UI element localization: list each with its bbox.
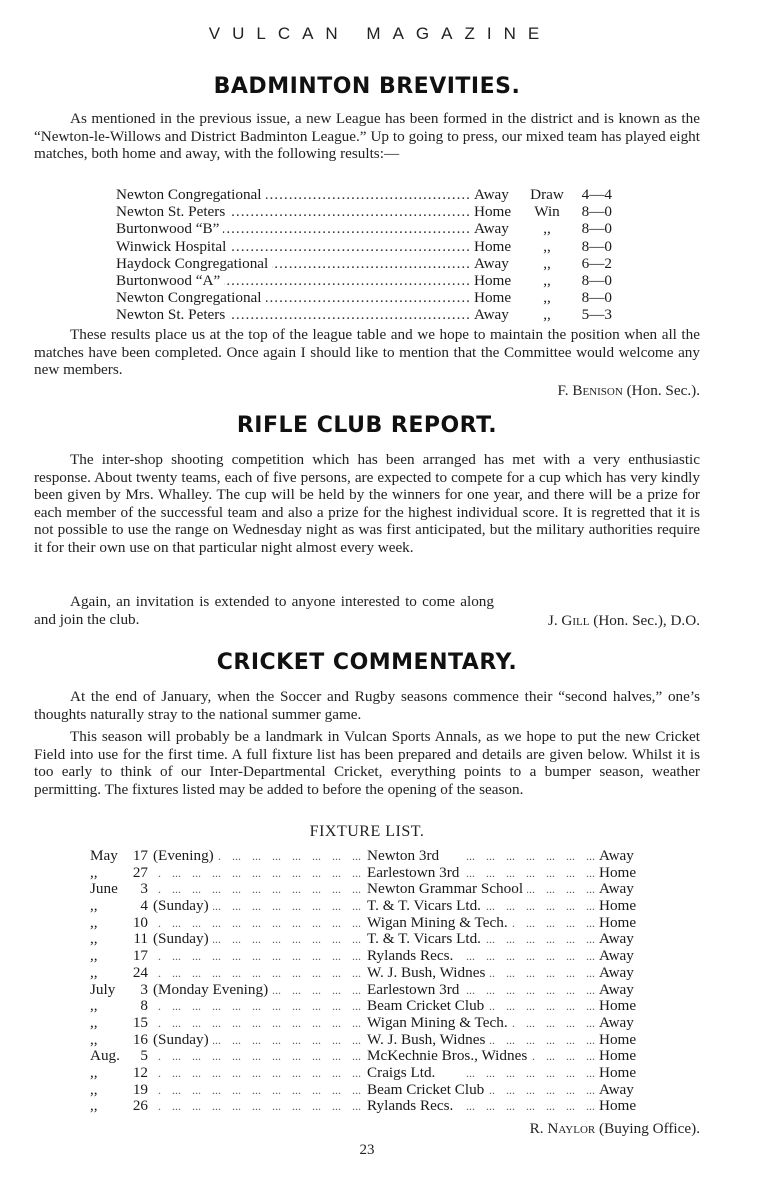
badminton-results-table (116, 186, 636, 324)
fixture-opponent: W. J. Bush, Widnes ... (367, 1032, 599, 1049)
fixture-note (153, 965, 367, 982)
result-row (116, 306, 636, 323)
fixture-month: ,, (90, 1030, 98, 1048)
fixture-day: 26 (132, 1097, 148, 1115)
result-row (116, 186, 636, 203)
fixture-day: 19 (132, 1080, 148, 1098)
fixture-month: ,, (90, 947, 98, 965)
fixture-venue: Home (599, 1097, 637, 1115)
fixture-venue: Away (599, 930, 634, 948)
fixture-opponent: Craigs Ltd. ... (367, 1065, 599, 1082)
fixture-opponent: Newton 3rd ... (367, 848, 599, 865)
fixture-opponent: Rylands Recs. ... (367, 948, 599, 965)
fixture-day: 8 (140, 997, 148, 1015)
fixture-venue: Home (599, 863, 637, 881)
fixture-day: 3 (140, 980, 148, 998)
fixture-note (153, 1098, 367, 1115)
result-team: Winwick Hospital ..... (116, 238, 474, 255)
fixture-venue: Home (599, 997, 637, 1015)
fixture-month: ,, (90, 997, 98, 1015)
fixture-day: 27 (132, 863, 148, 881)
fixture-row (90, 881, 650, 898)
result-row (116, 220, 636, 237)
fixture-row (90, 848, 650, 865)
fixture-opponent: Newton Grammar School ... (367, 881, 599, 898)
result-score: 4—4 (581, 186, 612, 203)
fixture-venue: Home (599, 1063, 637, 1081)
result-outcome: ,, (543, 254, 551, 272)
fixture-row (90, 865, 650, 882)
result-team: Newton St. Peters ..... (116, 306, 474, 323)
fixture-month: ,, (90, 1013, 98, 1031)
fixture-month: ,, (90, 1080, 98, 1098)
fixture-day: 17 (132, 947, 148, 965)
cricket-paragraph-1: At the end of January, when the Soccer and Rugby seasons commence their “second halves,” one’s thoughts naturally stray to the national summer game. (34, 688, 700, 723)
result-venue: Home (472, 203, 522, 220)
fixture-row (90, 915, 650, 932)
badminton-heading: BADMINTON BREVITIES. (213, 74, 521, 99)
fixture-day: 17 (132, 847, 148, 864)
result-outcome: ,, (543, 237, 551, 255)
fixture-venue: Away (599, 963, 634, 981)
fixture-note: (Monday Evening) ... (153, 982, 367, 999)
fixture-day: 24 (132, 963, 148, 981)
result-venue: Away (472, 306, 522, 323)
result-venue: Away (472, 255, 522, 272)
result-score: 8—0 (581, 220, 612, 238)
fixture-opponent: Wigan Mining & Tech. ... (367, 915, 599, 932)
fixture-note (153, 998, 367, 1015)
fixture-opponent: Beam Cricket Club ... (367, 1082, 599, 1099)
fixture-note (153, 1048, 367, 1065)
fixture-month: May (90, 847, 118, 864)
result-score: 8—0 (581, 237, 612, 255)
fixture-month: June (90, 880, 118, 898)
result-venue: Home (472, 289, 522, 306)
fixture-venue: Home (599, 897, 637, 915)
fixture-note: (Evening) ... (153, 848, 367, 865)
fixture-row (90, 898, 650, 915)
rifle-signature (548, 612, 700, 630)
fixture-day: 4 (140, 897, 148, 915)
fixture-row (90, 1048, 650, 1065)
fixture-opponent: T. & T. Vicars Ltd. ... (367, 931, 599, 948)
rifle-heading: RIFLE CLUB REPORT. (236, 413, 498, 438)
result-score: 8—0 (581, 289, 612, 307)
fixture-note: (Sunday) ... (153, 931, 367, 948)
masthead: VULCAN MAGAZINE (208, 24, 552, 43)
fixture-row (90, 1032, 650, 1049)
fixture-row (90, 1065, 650, 1082)
fixture-venue: Away (599, 1013, 634, 1031)
result-score: 8—0 (581, 271, 612, 289)
fixture-note (153, 881, 367, 898)
fixture-opponent: McKechnie Bros., Widnes ... (367, 1048, 599, 1065)
fixture-row (90, 998, 650, 1015)
signature-name: F. Benison (557, 382, 623, 399)
badminton-closing: These results place us at the top of the league table and we hope to maintain the position when all the matches have been completed. Once again I should like to mention that the Committee would welcome any new members. (34, 326, 700, 378)
result-outcome: Draw (530, 186, 564, 203)
fixture-month: ,, (90, 863, 98, 881)
fixture-month: ,, (90, 930, 98, 948)
result-row (116, 255, 636, 272)
signature-name: J. Gill (547, 612, 590, 629)
fixture-opponent: Earlestown 3rd ... (367, 982, 599, 999)
badminton-signature (558, 382, 700, 400)
signature-role: (Buying Office). (595, 1120, 700, 1137)
fixture-list-title: FIXTURE LIST. (309, 823, 425, 840)
result-row (116, 203, 636, 220)
fixture-day: 10 (132, 913, 148, 931)
fixture-venue: Away (599, 880, 634, 898)
fixture-venue: Home (599, 1047, 637, 1065)
fixture-month: ,, (90, 1063, 98, 1081)
result-team: Burtonwood “A” ..... (116, 272, 474, 289)
fixture-venue: Away (599, 1080, 634, 1098)
fixture-note (153, 915, 367, 932)
fixture-opponent: Earlestown 3rd ... (367, 865, 599, 882)
result-row (116, 238, 636, 255)
fixture-venue: Home (599, 913, 637, 931)
result-team: Haydock Congregational ..... (116, 255, 474, 272)
cricket-heading: CRICKET COMMENTARY. (216, 650, 518, 675)
fixture-row (90, 965, 650, 982)
fixture-list-table (90, 848, 650, 1115)
fixture-day: 16 (132, 1030, 148, 1048)
page-number: 23 (359, 1142, 375, 1158)
fixture-month: ,, (90, 913, 98, 931)
fixture-row (90, 948, 650, 965)
fixture-row (90, 982, 650, 999)
cricket-signature (530, 1120, 700, 1138)
fixture-note (153, 948, 367, 965)
result-score: 6—2 (581, 254, 612, 272)
fixture-note: (Sunday) ... (153, 1032, 367, 1049)
result-team: Newton Congregational ..... (116, 289, 474, 306)
fixture-day: 12 (132, 1063, 148, 1081)
result-row (116, 289, 636, 306)
rifle-paragraph-1: The inter-shop shooting competition which has been arranged has met with a very enthusiastic response. About twenty teams, each of five persons, are expected to compete for a cup which has very kindly been given by Mrs. Whalley. The cup will be held by the winners for one year, and there will be a prize for each member of the successful team and also a prize for the highest individual score. It is regretted that it is not possible to use the range on Wednesday night as was first anticipated, but the military authorities require it for their own use on that particular night almost every week. (34, 451, 700, 556)
fixture-note (153, 865, 367, 882)
result-row (116, 272, 636, 289)
result-venue: Away (472, 220, 522, 237)
result-team: Newton St. Peters ..... (116, 203, 474, 220)
result-outcome: ,, (543, 289, 551, 307)
fixture-month: July (90, 980, 116, 998)
result-outcome: ,, (543, 271, 551, 289)
fixture-venue: Away (599, 847, 634, 864)
signature-role: (Hon. Sec.), D.O. (589, 612, 700, 629)
fixture-row (90, 1098, 650, 1115)
fixture-row (90, 1015, 650, 1032)
cricket-paragraph-2: This season will probably be a landmark in Vulcan Sports Annals, as we hope to put the new Cricket Field into use for the first time. A full fixture list has been prepared and details are given below. Whilst it is too early to think of our Inter-Departmental Cricket, everything points to a bumper season, weather permitting. The fixtures listed may be added to before the opening of the season. (34, 728, 700, 798)
signature-role: (Hon. Sec.). (622, 382, 700, 399)
result-outcome: Win (534, 203, 560, 221)
result-outcome: ,, (543, 220, 551, 238)
fixture-day: 15 (132, 1013, 148, 1031)
fixture-note (153, 1065, 367, 1082)
signature-name: R. Naylor (529, 1120, 596, 1137)
result-score: 5—3 (581, 306, 612, 324)
fixture-row (90, 1082, 650, 1099)
fixture-opponent: Beam Cricket Club ... (367, 998, 599, 1015)
fixture-day: 3 (140, 880, 148, 898)
fixture-day: 11 (133, 930, 148, 948)
rifle-paragraph-2: Again, an invitation is extended to anyone interested to come along and join the club. (34, 593, 494, 628)
fixture-opponent: Rylands Recs. ... (367, 1098, 599, 1115)
fixture-opponent: T. & T. Vicars Ltd. ... (367, 898, 599, 915)
result-score: 8—0 (581, 203, 612, 221)
fixture-note: (Sunday) ... (153, 898, 367, 915)
fixture-month: ,, (90, 1097, 98, 1115)
fixture-month: ,, (90, 963, 98, 981)
result-team: Newton Congregational ..... (116, 186, 474, 203)
fixture-venue: Home (599, 1030, 637, 1048)
result-venue: Home (472, 238, 522, 255)
fixture-day: 5 (140, 1047, 148, 1065)
fixture-note (153, 1015, 367, 1032)
fixture-month: Aug. (90, 1047, 120, 1065)
fixture-row (90, 931, 650, 948)
result-venue: Away (472, 186, 522, 203)
fixture-note (153, 1082, 367, 1099)
result-outcome: ,, (543, 306, 551, 324)
result-venue: Home (472, 272, 522, 289)
fixture-venue: Away (599, 980, 634, 998)
result-team: Burtonwood “B” ..... (116, 220, 474, 237)
fixture-opponent: W. J. Bush, Widnes ... (367, 965, 599, 982)
fixture-opponent: Wigan Mining & Tech. ... (367, 1015, 599, 1032)
fixture-venue: Away (599, 947, 634, 965)
badminton-intro: As mentioned in the previous issue, a new League has been formed in the district and is known as the “Newton-le-Willows and District Badminton League.” Up to going to press, our mixed team has played eight matches, both home and away, with the following results:— (34, 110, 700, 162)
fixture-month: ,, (90, 897, 98, 915)
